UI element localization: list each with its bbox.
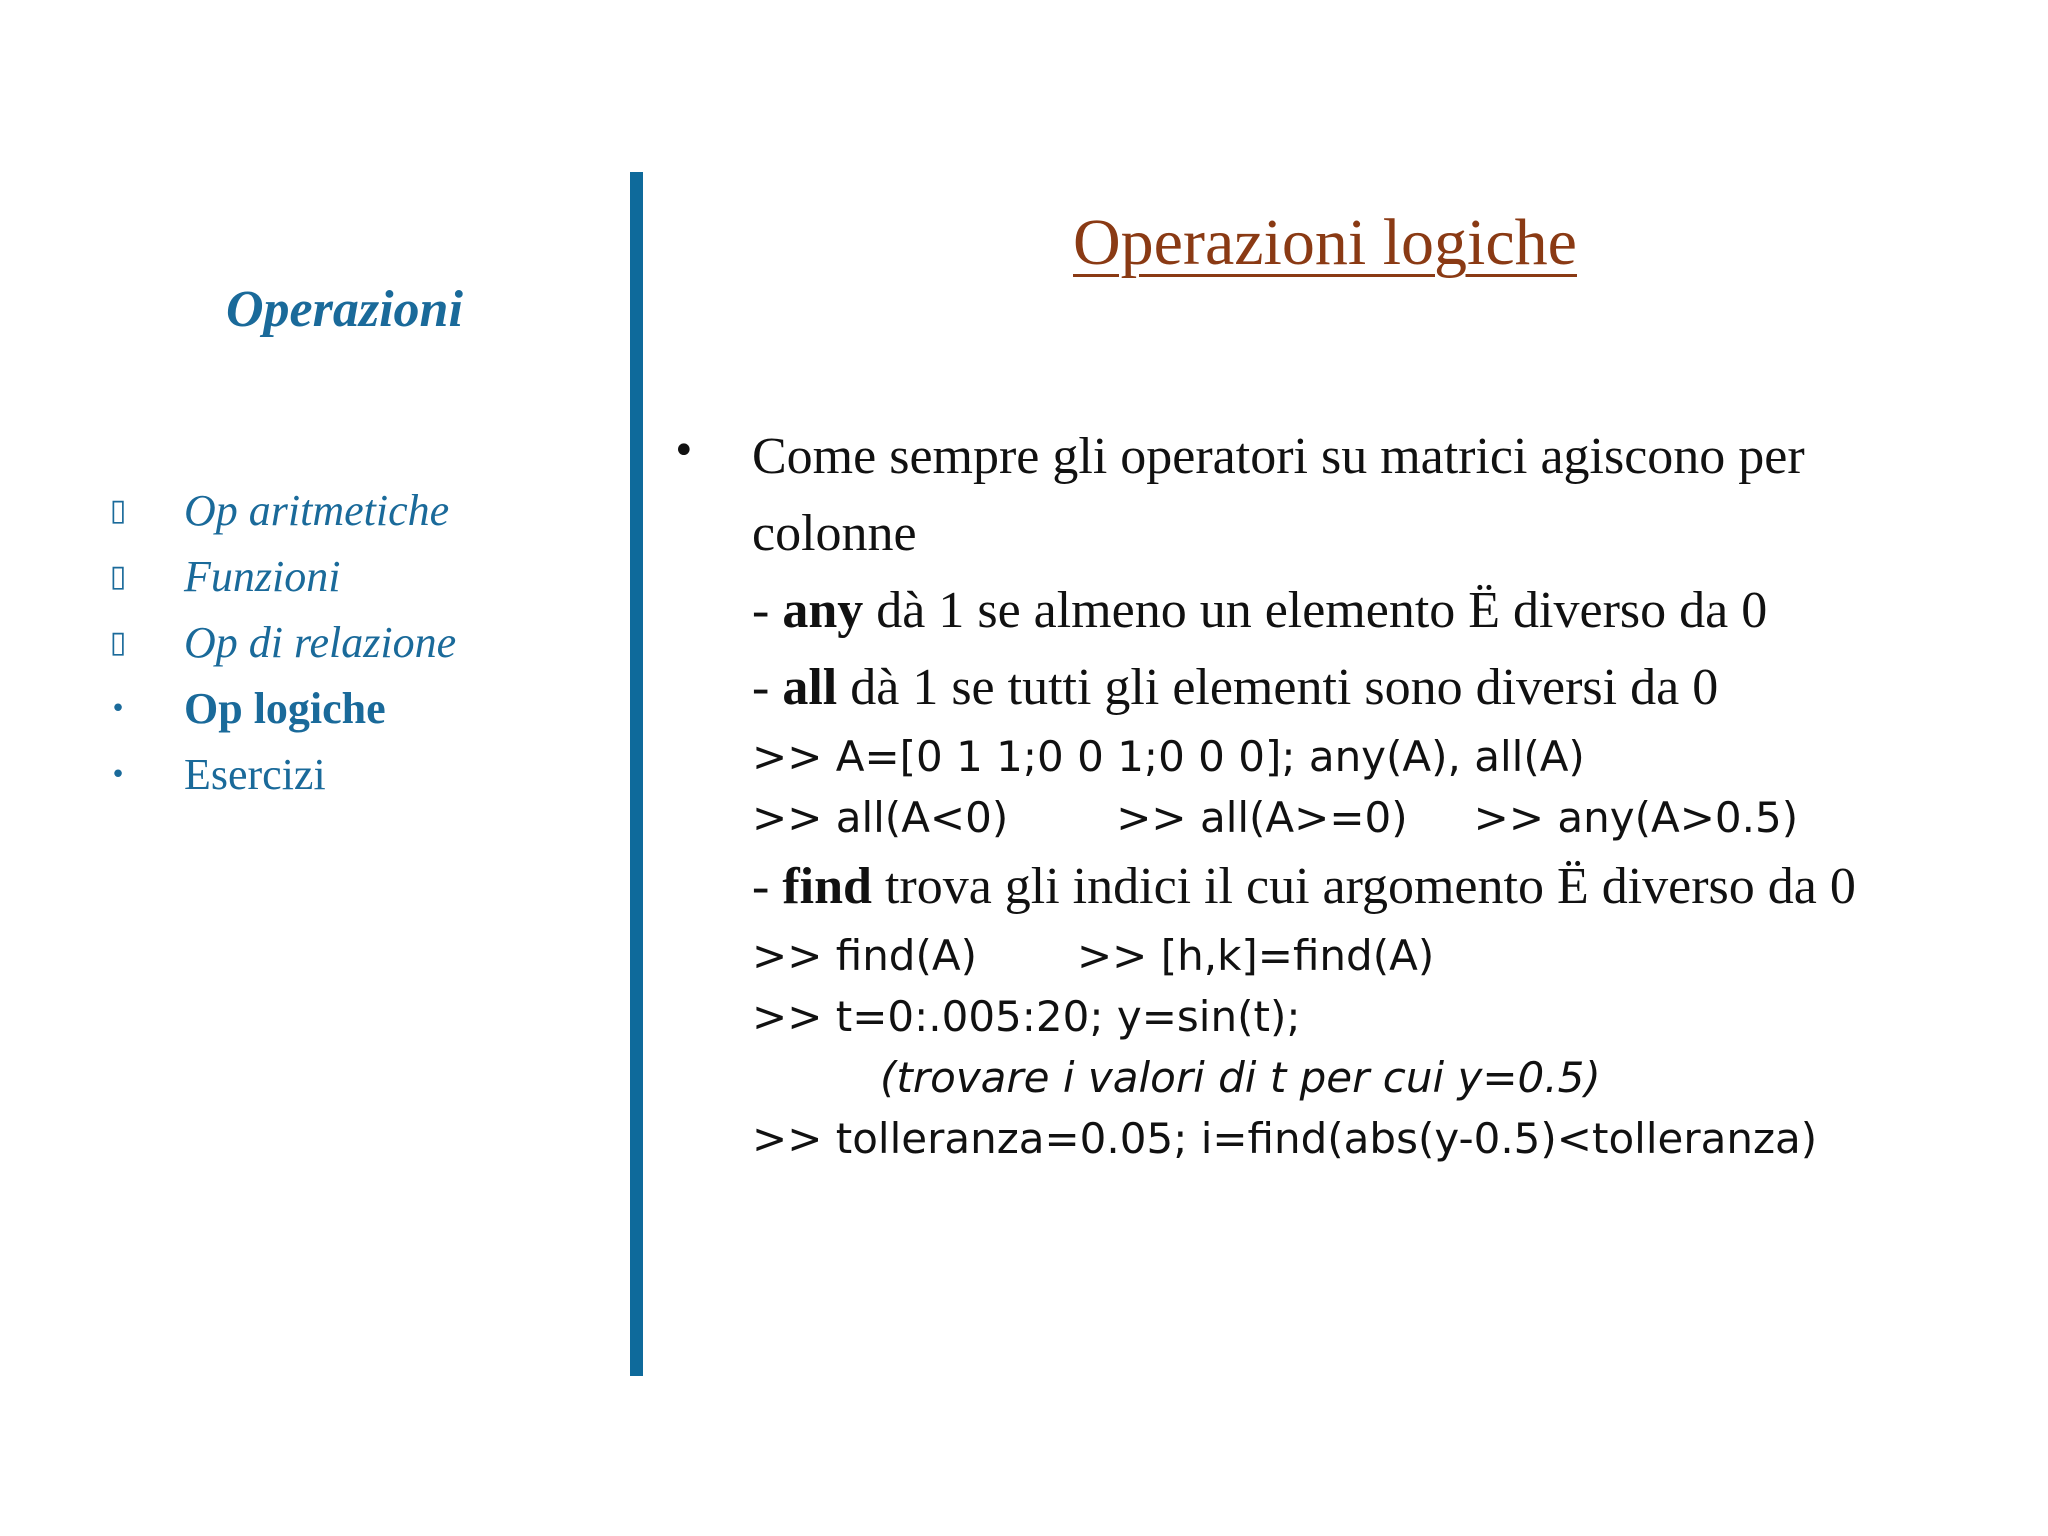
dash: - [752, 582, 783, 639]
sidebar-item-label: Esercizi [184, 750, 326, 799]
find-text: trova gli indici il cui argomento Ë diverso da 0 [871, 858, 1856, 915]
vertical-divider [630, 172, 643, 1376]
checkbox-icon: ▯ [109, 559, 127, 594]
dash: - [752, 858, 783, 915]
find-description [752, 848, 2042, 925]
any-description [752, 572, 2042, 649]
bullet-body [752, 418, 2042, 1169]
code-line [752, 925, 2042, 986]
sidebar [0, 0, 630, 1536]
bullet-icon: • [110, 694, 126, 724]
keyword-any: any [782, 582, 864, 639]
code-segment: >> all(A>=0) [1116, 793, 1408, 842]
bullet-icon: • [672, 428, 696, 474]
all-text: dà 1 se tutti gli elementi sono diversi da 0 [837, 659, 1719, 716]
sidebar-item-label: Op aritmetiche [184, 486, 450, 535]
intro-line: Come sempre gli operatori su matrici agiscono per [752, 428, 1805, 485]
code-segment: >> [h,k]=find(A) [1076, 931, 1435, 980]
slide-title: Operazioni logiche [1073, 206, 1577, 279]
sidebar-item-label: Op logiche [184, 684, 386, 733]
section-title: Operazioni [226, 281, 463, 338]
code-segment: >> any(A>0.5) [1473, 793, 1799, 842]
code-line: >> tolleranza=0.05; i=find(abs(y-0.5)<tolleranza) [752, 1114, 1818, 1163]
keyword-find: find [782, 858, 872, 915]
sidebar-item-label: Op di relazione [184, 618, 457, 667]
sidebar-item-label: Funzioni [184, 552, 341, 601]
code-line: >> A=[0 1 1;0 0 1;0 0 0]; any(A), all(A) [752, 732, 1585, 781]
bullet-icon: • [110, 760, 126, 790]
code-segment: >> all(A<0) [752, 793, 1009, 842]
all-description [752, 649, 2042, 726]
code-comment: (trovare i valori di t per cui y=0.5) [880, 1053, 1601, 1102]
slide-content [650, 0, 2048, 1536]
dash: - [752, 659, 783, 716]
checkbox-icon: ▯ [109, 625, 127, 660]
checkbox-icon: ▯ [109, 493, 127, 528]
keyword-all: all [782, 659, 838, 716]
code-segment: >> find(A) [752, 931, 977, 980]
intro-line: colonne [752, 505, 917, 562]
any-text: dà 1 se almeno un elemento Ë diverso da 0 [863, 582, 1768, 639]
code-line: >> t=0:.005:20; y=sin(t); [752, 992, 1301, 1041]
code-line [752, 787, 2042, 848]
